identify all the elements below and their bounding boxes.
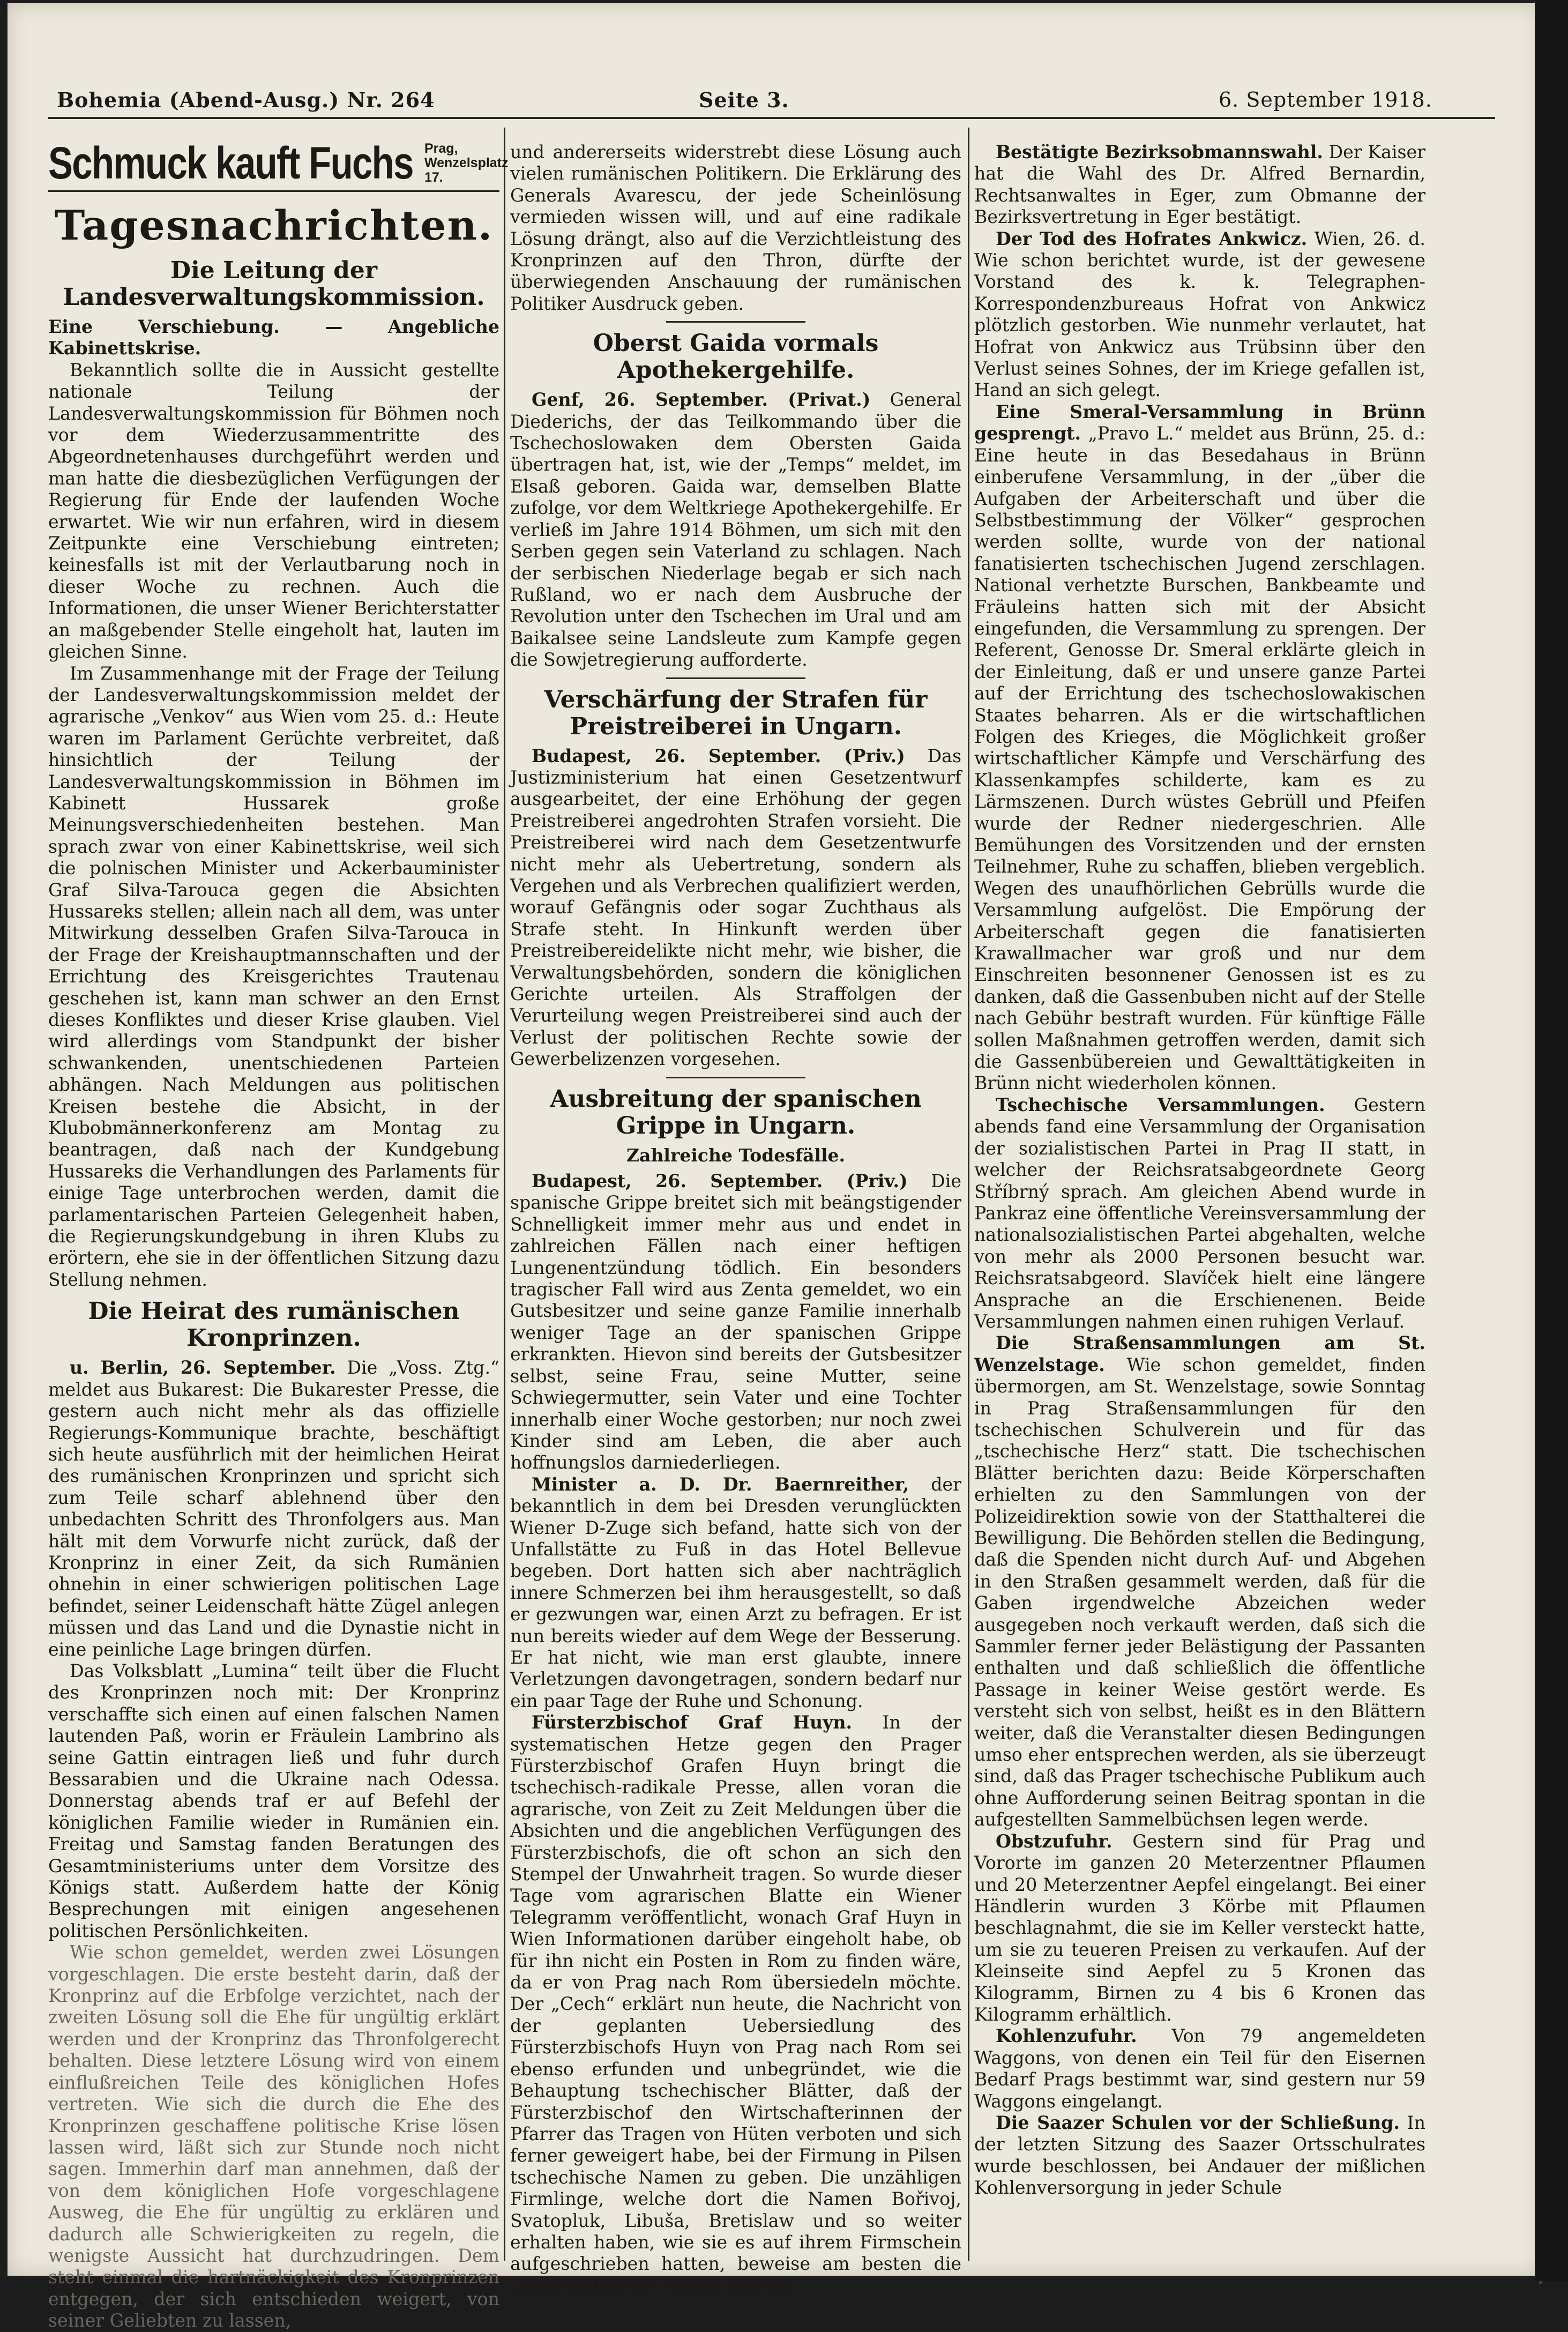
article-paragraph [510, 1474, 961, 1712]
article-lead: Eine Verschiebung. — Angebliche Kabinettskrise. [48, 316, 499, 359]
article-paragraph [974, 2112, 1425, 2199]
section-title: Tagesnachrichten. [54, 202, 494, 249]
paragraph-text: In der systematischen Hetze gegen den Prager Fürsterzbischof Grafen Huyn bringt die tschechisch-radikale Presse, allen voran die agrarische, von Zeit zu Zeit Meldungen über die Absichten und die angeblichen Verfügungen des Fürsterzbischofs, die oft schon an sich den Stempel der Unwahrheit tragen. So wurde dieser Tage vom agrarischen Blatte ein Wiener Telegramm veröffentlicht, wonach Graf Huyn in Wien Informationen darüber eingeholt habe, ob für ihn nicht ein Posten in Rom zu finden wäre, da er von Prag nach Rom übersiedeln möchte. Der „Cech“ erklärt nun heute, die Nachricht von der geplanten Uebersiedlung des Fürsterzbischofs Huyn von Prag nach Rom sei ebenso erfunden und unbegründet, wie die Behauptung tschechischer Blätter, daß der Fürsterzbischof den Wirtschafterinnen der Pfarrer das Tragen von Hüten verboten und sich ferner geweigert habe, bei der Firmung in Pilsen tschechische Namen zu geben. Die unzähligen Firmlinge, welche dort die Namen Bořivoj, Svatopluk, Libuša, Bretislaw und so weiter erhalten haben, wie sie es auf ihrem Firmschein aufgeschrieben hatten, beweise am besten die „Wahrheitsliebe“ dieser Blätter. [510, 1712, 961, 2296]
running-header-page: Seite 3. [699, 88, 789, 112]
article-paragraph [510, 1712, 961, 2297]
dateline: Budapest, 26. September. (Priv.) [532, 745, 905, 766]
column-3 [974, 141, 1425, 2199]
ad-headline: Schmuck kauft Fuchs [48, 138, 413, 189]
column-1 [48, 138, 509, 2332]
item-lead: Eine Smeral-Versammlung in Brünn gesprengt. [974, 401, 1425, 444]
item-lead: Bestätigte Bezirksobmannswahl. [996, 141, 1323, 162]
separator [666, 1077, 805, 1078]
item-lead: Minister a. D. Dr. Baernreither, [532, 1473, 909, 1495]
article-paragraph [510, 1171, 961, 1474]
item-lead: Fürsterzbischof Graf Huyn. [532, 1712, 853, 1733]
paragraph-text: Die spanische Grippe breitet sich mit beängstigender Schnelligkeit immer mehr aus und endet in zahlreichen Fällen nach einer heftigen Lungenentzündung tödlich. Ein besonders tragischer Fall wird aus Zenta gemeldet, wo ein Gutsbesitzer und seine ganze Familie innerhalb weniger Tage an der spanischen Grippe erkrankten. Hievon sind bereits der Gutsbesitzer selbst, seine Frau, seine Mutter, seine Schwiegermutter, sein Vater und eine Tochter innerhalb einer Woche gestorben; nur noch zwei Kinder sind am Leben, die aber auch hoffnungslos darniederliegen. [510, 1171, 961, 1473]
article-subheadline: Zahlreiche Todesfälle. [626, 1144, 846, 1166]
paragraph-text: Wie schon gemeldet, finden übermorgen, am St. Wenzelstage, sowie Sonntag in Prag Straßensammlungen für den tschechischen Schulverein und für das „tschechische Herz“ statt. Die tschechischen Blätter berichten dazu: Beide Körperschaften erhielten zu den Sammlungen von der Polizeidirektion sowie von der Statthalterei die Bewilligung. Die Behörden stellen die Bedingung, daß die Spenden nicht durch Auf- und Abgehen in den Straßen gesammelt werden, daß für die Gaben irgendwelche Abzeichen weder ausgegeben noch verkauft werden, daß sich die Sammler ferner jeder Belästigung der Passanten enthalten und daß schließlich die öffentliche Passage in keiner Weise gestört werde. Es versteht sich von selbst, heißt es in den Blättern weiter, daß die Veranstalter diesen Bedingungen umso eher entsprechen werden, als sie überzeugt sind, daß das Prager tschechische Publikum auch ohne Aufforderung seinen Beitrag spontan in die aufgestellten Sammelbüchsen legen werde. [974, 1354, 1425, 1830]
article-headline: Verschärfung der Strafen für Preistreiberei in Ungarn. [544, 686, 928, 740]
item-lead: Die Straßensammlungen am St. Wenzelstage. [974, 1332, 1425, 1375]
column-rule-2 [968, 128, 969, 2261]
ad-address: Prag, Wenzelsplatz 17. [424, 141, 509, 185]
article-paragraph [974, 1094, 1425, 1332]
paragraph-text: In der letzten Sitzung des Saazer Ortsschulrates wurde beschlossen, bei Andauer der mißlichen Kohlenversorgung in jeder Schule [974, 2112, 1425, 2199]
article-headline: Ausbreitung der spanischen Grippe in Ungarn. [550, 1085, 922, 1139]
column-rule-1 [504, 128, 505, 2261]
article-paragraph [48, 1357, 499, 1660]
article-paragraph [510, 389, 961, 670]
article-paragraph: Das Volksblatt „Lumina“ teilt über die Flucht des Kronprinzen noch mit: Der Kronprinz verschaffte sich einen auf einen falschen Namen lautenden Paß, worin er Fräulein Lambrino als seine Gattin eintragen ließ und fuhr durch Bessarabien und die Ukraine nach Odessa. Donnerstag abends traf er auf Befehl der königlichen Familie wieder in Rumänien ein. Freitag und Samstag fanden Beratungen des Gesamtministeriums unter dem Vorsitze des Königs statt. Außerdem hatte der König Besprechungen mit einigen angesehenen politischen Persönlichkeiten. [48, 1660, 499, 1941]
article-paragraph: und andererseits widerstrebt diese Lösung auch vielen rumänischen Politikern. Die Erklärung des Generals Avarescu, der jede Scheinlösung vermieden wissen will, und auf eine radikale Lösung drängt, also auf die Verzichtleistung des Kronprinzen auf den Thron, dürfte der überwiegenden Anschauung der rumänischen Politiker Ausdruck geben. [510, 141, 961, 314]
running-header-left: Bohemia (Abend-Ausg.) Nr. 264 [57, 88, 435, 112]
paragraph-text: Gestern sind für Prag und Vororte im ganzen 20 Meterzentner Pflaumen und 20 Meterzentner Aepfel eingelangt. Bei einer Händlerin wurden 3 Körbe mit Pflaumen beschlagnahmt, die sie im Keller versteckt hatte, um sie zu teueren Preisen zu verkaufen. Auf der Kleinseite sind Aepfel zu 5 Kronen das Kilogramm, Birnen zu 4 bis 6 Kronen das Kilogramm erhältlich. [974, 1830, 1425, 2025]
dateline: Budapest, 26. September. (Priv.) [532, 1171, 908, 1192]
paragraph-text: der bekanntlich in dem bei Dresden verunglückten Wiener D-Zuge sich befand, hatte sich von der Unfallstätte zu Fuß in das Hotel Bellevue begeben. Dort hatten sich aber nachträglich innere Schmerzen bei ihm herausgestellt, so daß er gezwungen war, einen Arzt zu befragen. Er ist nun bereits wieder auf dem Wege der Besserung. Er hat nicht, wie man erst glaubte, innere Verletzungen davongetragen, sondern bedarf nur ein paar Tage der Ruhe und Schonung. [510, 1473, 961, 1711]
header-rule [48, 117, 1495, 119]
advertisement [48, 138, 509, 192]
article-paragraph [974, 2025, 1425, 2112]
item-lead: Tschechische Versammlungen. [996, 1094, 1325, 1115]
paragraph-text: Gestern abends fand eine Versammlung der Organisation der sozialistischen Partei in Prag II statt, in welcher der Reichsratsabgeordnete Georg Stříbrný sprach. Am gleichen Abend wurde in Pankraz eine öffentliche Vereinsversammlung der nationalsozialistischen Partei abgehalten, welche von mehr als 2000 Personen besucht war. Reichsratsabgeord. Slavíček hielt eine längere Ansprache an die Erschienenen. Beide Versammlungen nahmen einen ruhigen Verlauf. [974, 1094, 1425, 1332]
paragraph-text: Von 79 angemeldeten Waggons, von denen ein Teil für den Eisernen Bedarf Prags bestimmt war, sind gestern nur 59 Waggons eingelangt. [974, 2025, 1425, 2112]
paragraph-text: Wien, 26. d. Wie schon berichtet wurde, ist der gewesene Vorstand des k. k. Telegraphen-Korrespondenzbureaus Hofrat von Ankwicz plötzlich gestorben. Wie nunmehr verlautet, hat Hofrat von Ankwicz aus Trübsinn über den Verlust seines Sohnes, der im Kriege gefallen ist, Hand an sich gelegt. [974, 228, 1425, 401]
paragraph-text: Die „Voss. Ztg.“ meldet aus Bukarest: Die Bukarester Presse, die gestern auch nicht mehr als das offizielle Regierungs-Kommunique brachte, beschäftigt sich heute ausführlich mit der heimlichen Heirat des rumänischen Kronprinzen und spricht sich zum Teile scharf ablehnend über den unbedachten Schritt des Thronfolgers aus. Man hält mit dem Vorwurfe nicht zurück, daß der Kronprinz in einer Zeit, da sich Rumänien ohnehin in einer schwierigen politischen Lage befindet, seiner Leidenschaft hätte Zügel anlegen müssen und das Land und die Dynastie nicht in eine peinliche Lage bringen dürfen. [48, 1357, 499, 1660]
article-paragraph: Wie schon gemeldet, werden zwei Lösungen vorgeschlagen. Die erste besteht darin, daß der Kronprinz auf die Erbfolge verzichtet, nach der zweiten Lösung soll die Ehe für ungültig erklärt werden und der Kronprinz das Thronfolgerecht behalten. Diese letztere Lösung wird von einem einflußreichen Teile des königlichen Hofes vertreten. Wie sich die durch die Ehe des Kronprinzen geschaffene politische Krise lösen lassen wird, läßt sich zur Stunde noch nicht sagen. Immerhin darf man annehmen, daß der von dem königlichen Hofe vorgeschlagene Ausweg, die Ehe für ungültig zu erklären und dadurch alle Schwierigkeiten zu regeln, die wenigste Aussicht hat durchzudringen. Dem steht einmal die hartnäckigkeit des Kronprinzen entgegen, der sich entschieden weigert, von seiner Geliebten zu lassen, [48, 1942, 499, 2331]
separator [666, 677, 805, 679]
dateline: u. Berlin, 26. September. [70, 1357, 336, 1379]
article-headline: Oberst Gaida vormals Apothekergehilfe. [593, 330, 879, 384]
newspaper-page [8, 3, 1541, 2331]
article-paragraph: Im Zusammenhange mit der Frage der Teilung der Landesverwaltungskommission meldet der agrarische „Venkov“ aus Wien vom 25. d.: Heute waren im Parlament Gerüchte verbreitet, daß hinsichtlich der Teilung der Landesverwaltungskommission in Böhmen im Kabinett Hussarek große Meinungsverschiedenheiten bestehen. Man sprach zwar von einer Kabinettskrise, weil sich die polnischen Minister und Ackerbauminister Graf Silva-Tarouca gegen die Absichten Hussareks stellen; allein nach all dem, was unter Mitwirkung desselben Grafen Silva-Tarouca in der Frage der Kreishauptmannschaften und der Errichtung des Kreisgerichtes Trautenau geschehen ist, kann man schwer an den Ernst dieses Konfliktes und dieser Krise glauben. Viel wird allerdings vom Standpunkt der bisher schwankenden, unentschiedenen Parteien abhängen. Nach Meldungen aus politischen Kreisen bestehe die Absicht, in der Klubobmännerkonferenz am Montag zu beantragen, daß nach der Kundgebung Hussareks die Verhandlungen des Parlaments für einige Tage unterbrochen werden, damit die parlamentarischen Parteien Gelegenheit haben, die Regierungskundgebung in ihren Klubs zu erörtern, ehe sie in der öffentlichen Sitzung dazu Stellung nehmen. [48, 662, 499, 1290]
item-lead: Obstzufuhr. [996, 1830, 1112, 1852]
article-paragraph [974, 401, 1425, 1094]
dateline: Genf, 26. September. (Privat.) [532, 389, 871, 411]
article-paragraph [974, 228, 1425, 401]
article-headline: Die Leitung der Landesverwaltungskommission. [63, 257, 485, 311]
paragraph-text: General Diederichs, der das Teilkommando über die Tschechoslowaken dem Obersten Gaida übertragen hat, ist, wie der „Temps“ meldet, im Elsaß geboren. Gaida war, demselben Blatte zufolge, vor dem Weltkriege Apothekergehilfe. Er verließ im Jahre 1914 Böhmen, um sich mit den Serben gegen sein Vaterland zu schlagen. Nach der serbischen Niederlage begab er sich nach Rußland, wo er nach dem Ausbruche der Revolution unter den Tschechen im Ural und am Baikalsee seine Landsleute zum Kampfe gegen die Sowjetregierung aufforderte. [510, 389, 961, 670]
separator [666, 321, 805, 323]
scan-border [1535, 0, 1568, 2281]
paragraph-text: „Pravo L.“ meldet aus Brünn, 25. d.: Eine heute in das Besedahaus in Brünn einberufene Versammlung, in der „über die Aufgaben der Arbeiterschaft und über die Selbstbestimmung der Völker“ gesprochen werden sollte, wurde von der national fanatisierten tschechischen Jugend zerschlagen. National verhetzte Burschen, Bankbeamte und Fräuleins hatten sich mit der Absicht eingefunden, die Versammlung zu sprengen. Der Referent, Genosse Dr. Smeral erklärte gleich in der Einleitung, daß er und unsere ganze Partei auf der Errichtung des tschechoslowakischen Staates beharren. Als er die wirtschaftlichen Folgen des Krieges, die Möglichkeit großer wirtschaftlicher Kämpfe und Verschärfung des Klassenkampfes schilderte, kam es zu Lärmszenen. Durch wüstes Gebrüll und Pfeifen wurde der Redner niedergeschrien. Alle Bemühungen des Vorsitzenden und der ernsten Teilnehmer, Ruhe zu schaffen, blieben vergeblich. Wegen des unaufhörlichen Gebrülls wurde die Versammlung aufgelöst. Die Empörung der Arbeiterschaft gegen die fanatisierten Krawallmacher war groß und nur dem Einschreiten besonnener Genossen ist es zu danken, daß die Gassenbuben nicht auf der Stelle nach Gebühr bestraft wurden. Für künftige Fälle sollen Maßnahmen getroffen werden, damit sich die Gassenbübereien und Gewalttätigkeiten in Brünn nicht wiederholen können. [974, 423, 1425, 1094]
running-header-date: 6. September 1918. [1219, 88, 1432, 111]
column-2 [510, 141, 961, 2297]
article-paragraph [510, 746, 961, 1070]
article-paragraph [974, 1332, 1425, 1830]
paragraph-text: Der Kaiser hat die Wahl des Dr. Alfred Bernardin, Rechtsanwaltes in Eger, zum Obmanne der Bezirksvertretung in Eger bestätigt. [974, 141, 1425, 228]
item-lead: Der Tod des Hofrates Ankwicz. [996, 228, 1308, 249]
article-paragraph [974, 1831, 1425, 2026]
article-paragraph [974, 141, 1425, 228]
article-headline: Die Heirat des rumänischen Kronprinzen. [88, 1298, 460, 1352]
paragraph-text: Das Justizministerium hat einen Gesetzentwurf ausgearbeitet, der eine Erhöhung der gegen Preistreiberei angedrohten Strafen vorsieht. Die Preistreiberei wird nach dem Gesetzentwurfe nicht mehr als Uebertretung, sondern als Vergehen und als Verbrechen qualifiziert werden, worauf Gefängnis oder sogar Zuchthaus als Strafe steht. In Hinkunft werden über Preistreibereidelikte nicht mehr, wie bisher, die Verwaltungsbehörden, sondern die königlichen Gerichte urteilen. Als Straffolgen der Verurteilung wegen Preistreiberei sind auch der Verlust der politischen Rechte sowie der Gewerbelizenzen vorgesehen. [510, 745, 961, 1070]
item-lead: Die Saazer Schulen vor der Schließung. [996, 2112, 1400, 2133]
item-lead: Kohlenzufuhr. [996, 2025, 1137, 2047]
article-paragraph: Bekanntlich sollte die in Aussicht gestellte nationale Teilung der Landesverwaltungskommission für Böhmen noch vor dem Wiederzusammentritte des Abgeordnetenhauses durchgeführt werden und man hatte die diesbezüglichen Verfügungen der Regierung für Ende der laufenden Woche erwartet. Wie wir nun erfahren, wird in diesem Zeitpunkte eine Verschiebung eintreten; keinesfalls ist mit der Verlautbarung noch in dieser Woche zu rechnen. Auch die Informationen, die unser Wiener Berichterstatter an maßgebender Stelle eingeholt hat, lauten im gleichen Sinne. [48, 359, 499, 662]
